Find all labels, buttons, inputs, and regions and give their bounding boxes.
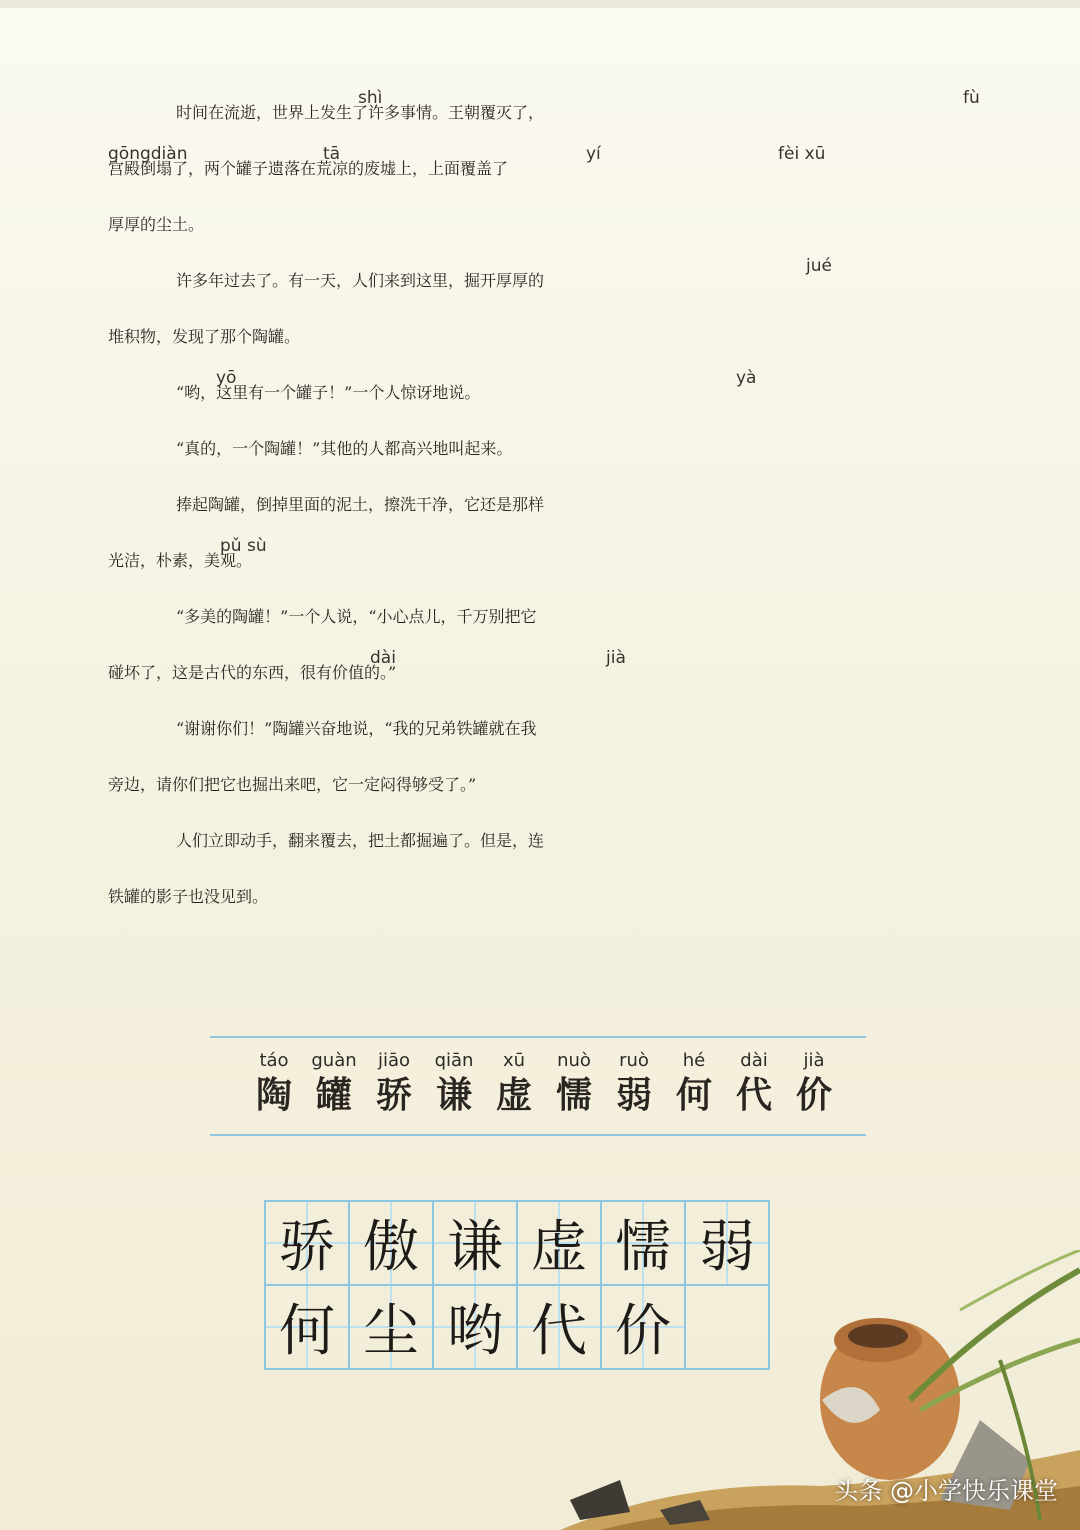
story-line-text: 铁罐的影子也没见到。 xyxy=(108,887,269,906)
vocab-pinyin: táo xyxy=(259,1050,289,1071)
story-line-text: “真的，一个陶罐！”其他的人都高兴地叫起来。 xyxy=(176,439,513,458)
writing-grid-cell: 何 xyxy=(265,1285,349,1369)
vocab-item xyxy=(364,1050,424,1118)
vocab-item xyxy=(424,1050,484,1118)
vocabulary-row xyxy=(244,1050,844,1118)
vocab-pinyin: jià xyxy=(803,1050,825,1071)
vocab-pinyin: dài xyxy=(740,1050,768,1071)
vocab-character: 弱 xyxy=(615,1075,652,1116)
vocab-pinyin: xū xyxy=(502,1050,526,1071)
story-line xyxy=(108,828,988,884)
vocab-character: 谦 xyxy=(435,1075,472,1116)
vocab-item xyxy=(484,1050,544,1118)
story-line xyxy=(108,212,988,268)
vocab-character: 罐 xyxy=(315,1075,352,1116)
story-text xyxy=(108,88,988,940)
writing-grid-cell: 谦 xyxy=(433,1201,517,1285)
writing-grid-cell: 代 xyxy=(517,1285,601,1369)
vocab-character: 虚 xyxy=(495,1075,532,1116)
story-line-text: 碰坏了，这是古代的东西，很有价值的。” xyxy=(108,663,397,682)
story-line-text: 宫殿倒塌了，两个罐子遗落在荒凉的废墟上，上面覆盖了 xyxy=(108,159,509,178)
pinyin-annotation: jué xyxy=(806,256,832,276)
story-line xyxy=(108,436,988,492)
pinyin-annotation: pǔ sù xyxy=(220,536,267,556)
pinyin-annotation: dài xyxy=(370,648,396,668)
pinyin-annotation: gōngdiàn xyxy=(108,144,188,164)
story-line xyxy=(108,368,988,436)
pinyin-annotation: yí xyxy=(586,144,601,164)
vocab-pinyin: ruò xyxy=(619,1050,649,1071)
story-line-text: 许多年过去了。有一天，人们来到这里，掘开厚厚的 xyxy=(176,271,545,290)
vocab-item xyxy=(664,1050,724,1118)
writing-grid-cell: 尘 xyxy=(349,1285,433,1369)
story-line xyxy=(108,648,988,716)
vocab-pinyin: guàn xyxy=(311,1050,357,1071)
vocab-pinyin: hé xyxy=(682,1050,706,1071)
story-line xyxy=(108,144,988,212)
story-line-text: 捧起陶罐，倒掉里面的泥土，擦洗干净，它还是那样 xyxy=(176,495,545,514)
story-line-text: 堆积物，发现了那个陶罐。 xyxy=(108,327,301,346)
pinyin-annotation: tā xyxy=(323,144,341,164)
watermark: 头条 @小学快乐课堂 xyxy=(834,1477,1058,1505)
story-line-text: 时间在流逝，世界上发生了许多事情。王朝覆灭了， xyxy=(176,103,545,122)
vocabulary-band xyxy=(210,1036,866,1136)
writing-grid-cell: 懦 xyxy=(601,1201,685,1285)
story-line-text: 人们立即动手，翻来覆去，把土都掘遍了。但是，连 xyxy=(176,831,545,850)
story-line xyxy=(108,604,988,660)
vocab-item xyxy=(244,1050,304,1118)
story-line xyxy=(108,884,988,940)
vocab-pinyin: jiāo xyxy=(377,1050,411,1071)
writing-grid-cell: 骄 xyxy=(265,1201,349,1285)
story-line xyxy=(108,256,988,324)
vocab-character: 骄 xyxy=(375,1075,412,1116)
story-line xyxy=(108,324,988,380)
story-line-text: “谢谢你们！”陶罐兴奋地说，“我的兄弟铁罐就在我 xyxy=(176,719,537,738)
story-line-text: “哟，这里有一个罐子！”一个人惊讶地说。 xyxy=(176,383,481,402)
vocab-character: 价 xyxy=(795,1075,832,1116)
story-line-text: “多美的陶罐！”一个人说，“小心点儿，千万别把它 xyxy=(176,607,537,626)
page-top-edge xyxy=(0,0,1080,8)
story-line xyxy=(108,88,988,156)
vocab-character: 何 xyxy=(675,1075,712,1116)
story-line-text: 光洁，朴素，美观。 xyxy=(108,551,253,570)
vocab-item xyxy=(604,1050,664,1118)
pinyin-annotation: fù xyxy=(963,88,980,108)
vocab-item xyxy=(784,1050,844,1118)
story-line-text: 旁边，请你们把它也掘出来吧，它一定闷得够受了。” xyxy=(108,775,477,794)
story-line-text: 厚厚的尘土。 xyxy=(108,215,205,234)
writing-grid-cell: 虚 xyxy=(517,1201,601,1285)
vocab-character: 陶 xyxy=(255,1075,292,1116)
writing-grid-cell: 价 xyxy=(601,1285,685,1369)
vocab-character: 代 xyxy=(735,1075,772,1116)
pinyin-annotation: fèi xū xyxy=(778,144,826,164)
story-line xyxy=(108,536,988,604)
story-line xyxy=(108,716,988,772)
vocab-item xyxy=(724,1050,784,1118)
writing-grid-cell: 哟 xyxy=(433,1285,517,1369)
writing-grid-cell: 傲 xyxy=(349,1201,433,1285)
pinyin-annotation: shì xyxy=(358,88,383,108)
vocab-item xyxy=(304,1050,364,1118)
pinyin-annotation: yō xyxy=(216,368,237,388)
pinyin-annotation: yà xyxy=(736,368,757,388)
pinyin-annotation: jià xyxy=(606,648,626,668)
vocab-character: 懦 xyxy=(555,1075,592,1116)
vocab-item xyxy=(544,1050,604,1118)
story-line xyxy=(108,772,988,828)
vocab-pinyin: qiān xyxy=(434,1050,474,1071)
vocab-pinyin: nuò xyxy=(557,1050,591,1071)
writing-grid-cell: 弱 xyxy=(685,1201,769,1285)
